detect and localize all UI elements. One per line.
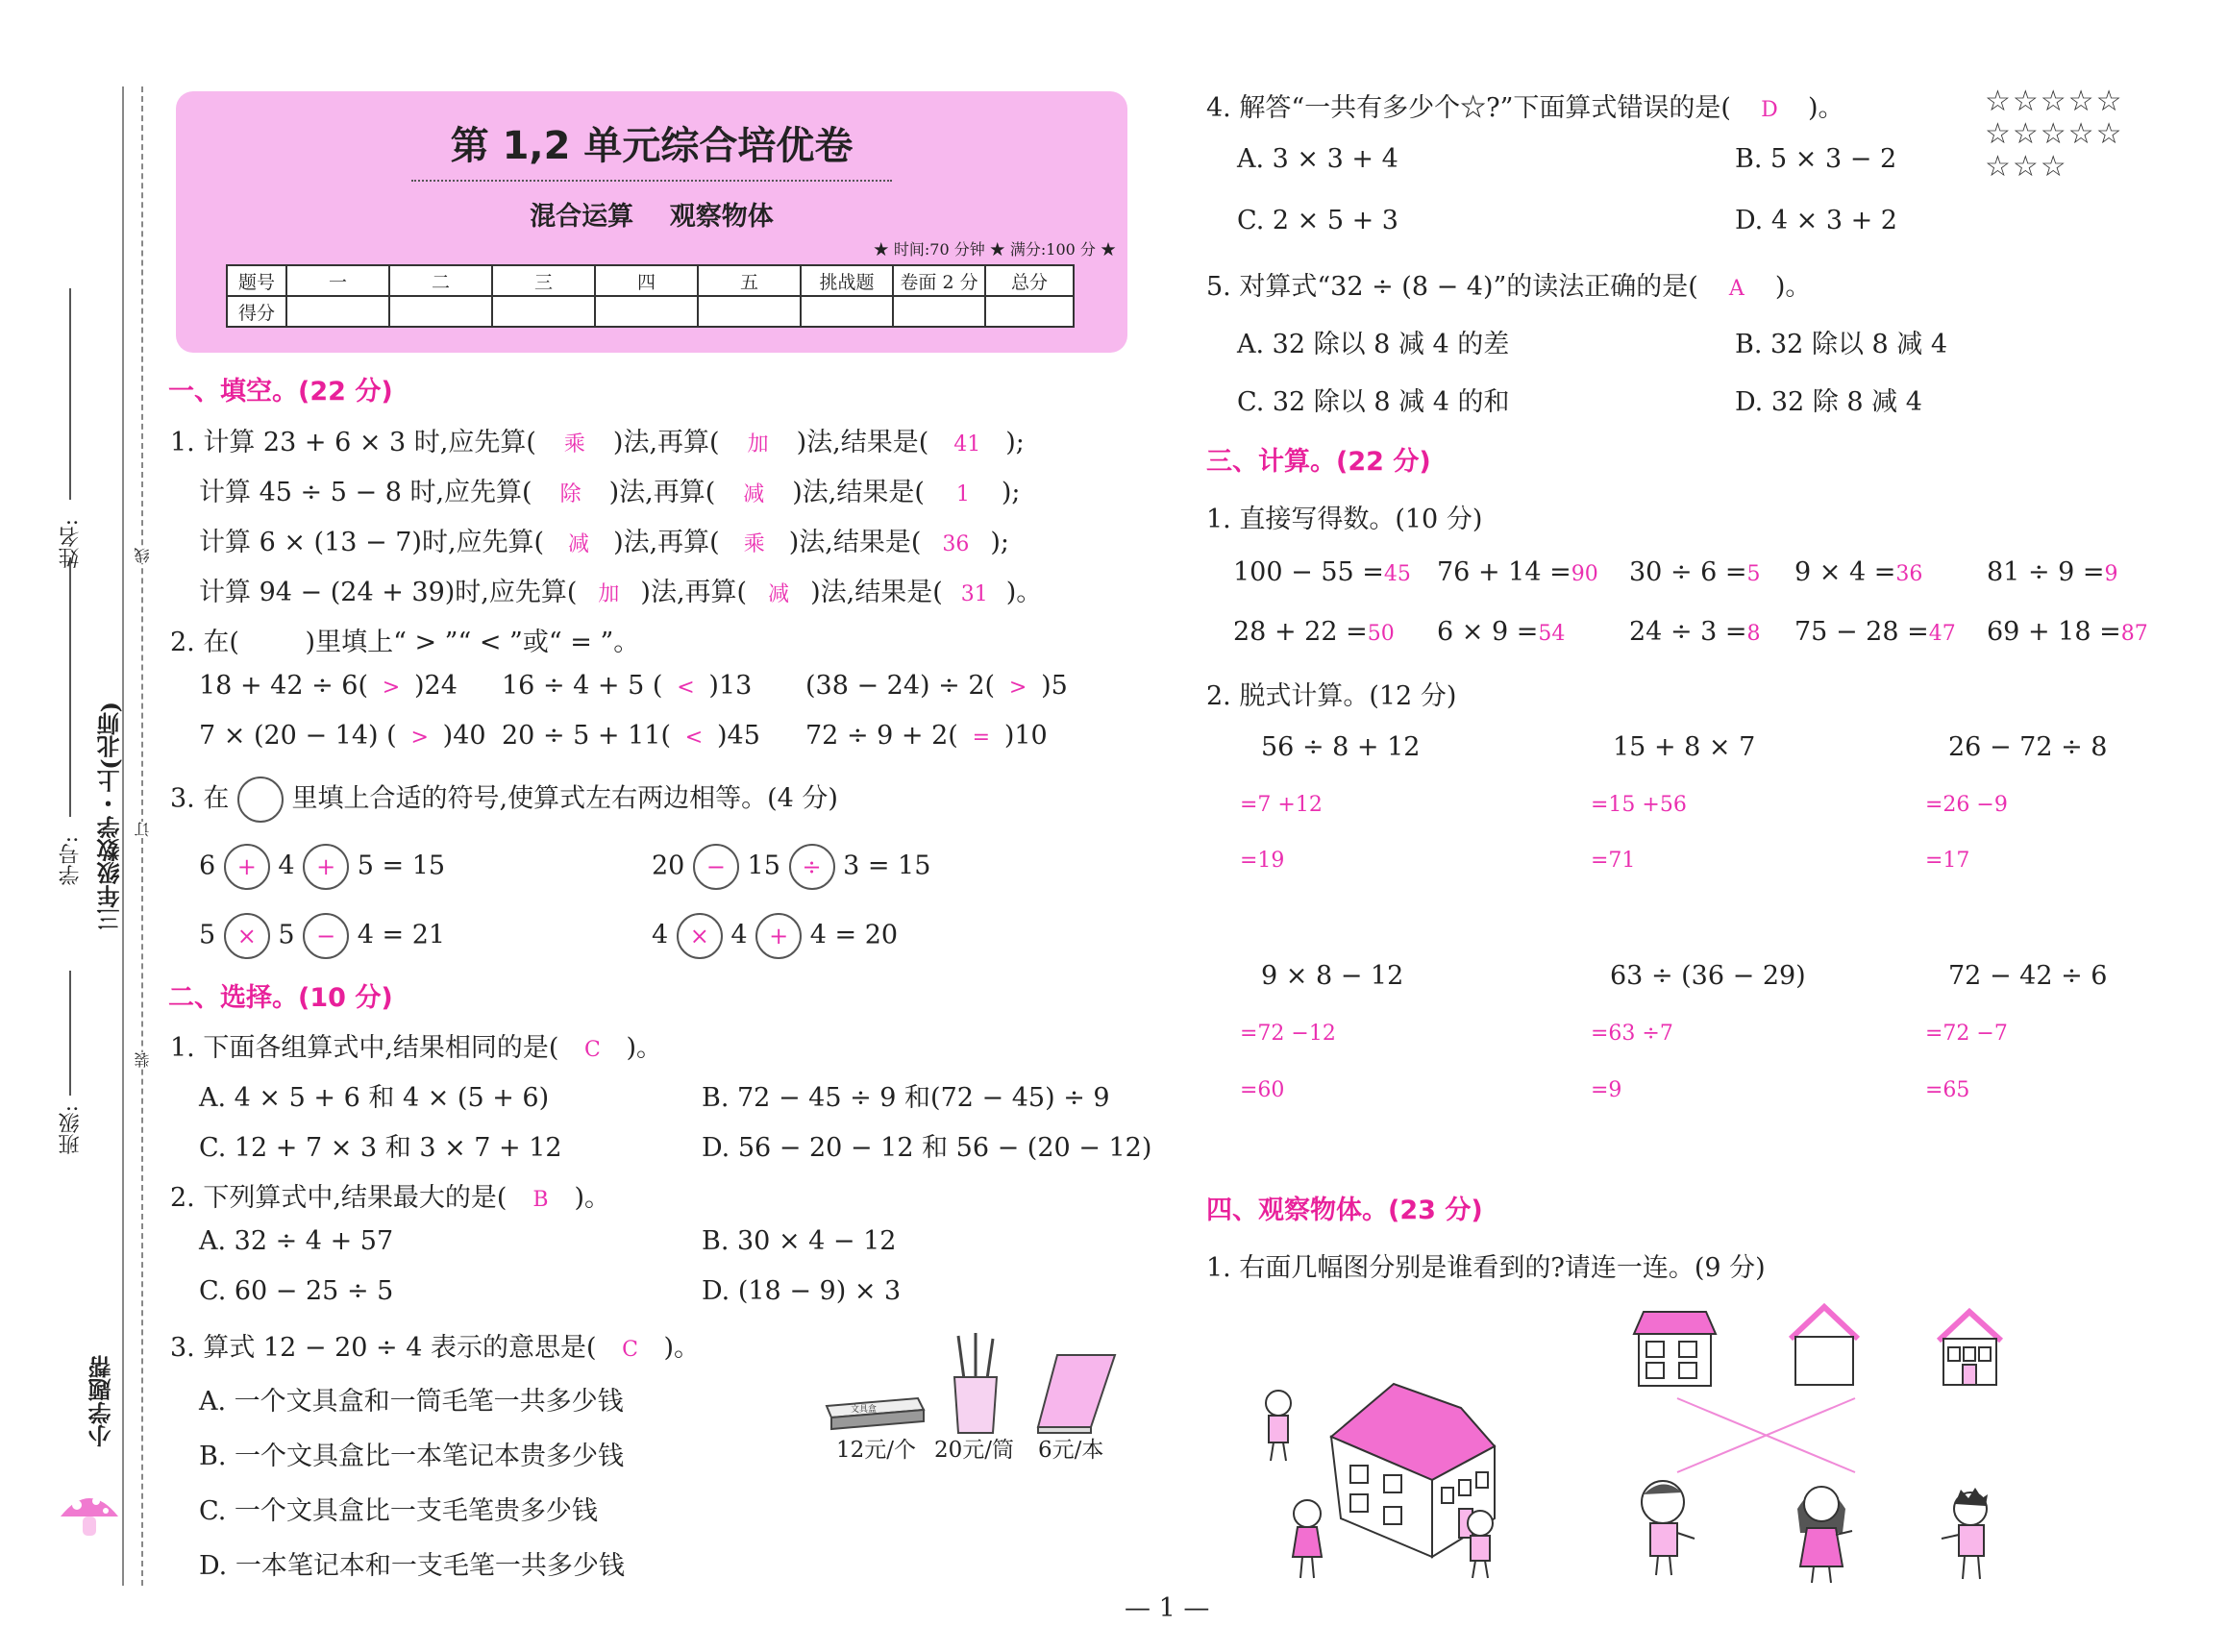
house-view-front-icon <box>1629 1307 1720 1389</box>
class-blank <box>69 971 71 1096</box>
page-title: 第 1,2 单元综合培优卷 <box>450 124 854 168</box>
score-cell: 总分 <box>985 265 1074 296</box>
q-text: )法,结果是( <box>792 478 925 507</box>
step-calc-expr: 63 ÷ (36 − 29) <box>1610 961 1806 991</box>
q-text: 1. 下面各组算式中,结果相同的是( <box>170 1033 559 1063</box>
q-text: )。 <box>663 1333 701 1363</box>
q-text: 4 = 21 <box>357 920 446 950</box>
answer: 45 <box>1383 562 1411 586</box>
name-label: 姓名: <box>59 519 83 569</box>
q-text: 75 − 28 = <box>1794 617 1929 647</box>
operator-circle[interactable] <box>693 844 739 890</box>
q-text: 5 <box>199 920 216 950</box>
grade-label: 三年级数学・上(北师) <box>96 702 124 931</box>
q-text: 2. 下列算式中,结果最大的是( <box>170 1183 507 1213</box>
q-text: )40 <box>442 721 486 751</box>
option[interactable]: C. 一个文具盒比一支毛笔贵多少钱 <box>199 1496 598 1526</box>
answer: 31 <box>960 582 988 606</box>
q-text: 30 ÷ 6 = <box>1629 557 1747 587</box>
bind-mark-xian: 线 <box>134 548 152 563</box>
step-calc-step: =15 +56 <box>1591 793 1687 817</box>
answer: + <box>769 923 789 949</box>
answer: + <box>236 853 257 880</box>
s2-q2-stem <box>170 1176 610 1214</box>
q-text: ); <box>990 528 1010 557</box>
step-calc-step: =60 <box>1240 1078 1285 1102</box>
score-input[interactable] <box>698 296 801 327</box>
answer: 乘 <box>743 532 765 556</box>
answer: B <box>532 1188 549 1212</box>
step-calc-step: =72 −7 <box>1925 1022 2008 1046</box>
step-calc-step: =65 <box>1925 1078 1970 1102</box>
q-text: 计算 94 − (24 + 39)时,应先算( <box>199 578 578 607</box>
s1-q3-title <box>170 777 838 823</box>
section-1-heading: 一、填空。(22 分) <box>168 377 393 407</box>
s3-q1-title: 1. 直接写得数。(10 分) <box>1206 505 1483 534</box>
q-text: 20 <box>652 851 685 881</box>
q-text: )法,结果是( <box>810 578 943 607</box>
number-blank <box>69 557 71 817</box>
answer: 减 <box>768 582 790 606</box>
score-table <box>226 264 1075 328</box>
s1-q2-item <box>805 671 1068 701</box>
answer: 47 <box>1928 622 1956 646</box>
bind-mark-zhuang: 装 <box>134 1052 152 1068</box>
answer: 54 <box>1538 622 1566 646</box>
q-text: 3. 在 <box>170 783 230 814</box>
q-text: )13 <box>708 671 753 701</box>
option[interactable]: A. 4 × 5 + 6 和 4 × (5 + 6) <box>199 1083 550 1113</box>
s1-q1-line-3 <box>199 521 1009 558</box>
answer: 除 <box>559 482 581 506</box>
score-cell: 二 <box>389 265 492 296</box>
q-text: 4. 解答“一共有多少个☆?”下面算式错误的是( <box>1206 93 1731 123</box>
q-text: )法,结果是( <box>796 428 929 457</box>
score-cell: 四 <box>595 265 698 296</box>
answer: 36 <box>942 532 970 556</box>
score-input[interactable] <box>389 296 492 327</box>
answer: 9 <box>2104 562 2118 586</box>
brand-label: 小学题帮 <box>87 1355 115 1447</box>
q-text: 100 − 55 = <box>1233 557 1384 587</box>
option[interactable]: D. 一本笔记本和一支毛笔一共多少钱 <box>199 1551 625 1581</box>
oral-calc <box>1437 617 1565 647</box>
score-input[interactable] <box>286 296 389 327</box>
s4-q1-title: 1. 右面几幅图分别是谁看到的?请连一连。(9 分) <box>1206 1253 1766 1283</box>
section-4-heading: 四、观察物体。(23 分) <box>1206 1196 1483 1225</box>
step-calc-step: =72 −12 <box>1240 1022 1336 1046</box>
pencil-case-icon <box>822 1389 928 1437</box>
answer: < <box>677 676 695 700</box>
q-text: 计算 45 ÷ 5 − 8 时,应先算( <box>199 478 532 507</box>
s1-q2-item <box>199 671 458 701</box>
q-text: 76 + 14 = <box>1437 557 1571 587</box>
s2-q1-stem <box>170 1026 662 1064</box>
step-calc-step: =17 <box>1925 849 1970 873</box>
operator-circle[interactable] <box>303 913 349 959</box>
oral-calc <box>1987 557 2118 587</box>
step-calc-expr: 15 + 8 × 7 <box>1613 732 1756 762</box>
operator-circle[interactable] <box>677 913 723 959</box>
s3-q2-title: 2. 脱式计算。(12 分) <box>1206 681 1457 711</box>
option[interactable]: D. 56 − 20 − 12 和 56 − (20 − 12) <box>702 1133 1152 1163</box>
step-calc-step: =9 <box>1591 1078 1622 1102</box>
boy-a-figure <box>1629 1475 1706 1581</box>
girl-figure <box>1783 1475 1860 1586</box>
answer: − <box>316 923 336 949</box>
page-number: — 1 — <box>1125 1593 1210 1623</box>
price-label: 20元/筒 <box>934 1438 1015 1463</box>
score-cell: 得分 <box>227 296 286 327</box>
house-scene-illustration <box>1250 1365 1538 1586</box>
answer: − <box>705 853 726 880</box>
option[interactable]: C. 60 − 25 ÷ 5 <box>199 1276 394 1306</box>
step-calc-step: =7 +12 <box>1240 793 1323 817</box>
oral-calc <box>1794 617 1956 647</box>
q-text: )法,再算( <box>612 428 720 457</box>
step-calc-step: =63 ÷7 <box>1591 1022 1673 1046</box>
option[interactable]: B. 一个文具盒比一本笔记本贵多少钱 <box>199 1442 625 1471</box>
s1-q1-line-1 <box>170 421 1025 458</box>
score-input[interactable] <box>595 296 698 327</box>
answer: C <box>584 1038 601 1062</box>
q-text: )。 <box>574 1183 611 1213</box>
answer: × <box>689 923 709 949</box>
paper-header <box>176 91 1127 353</box>
q-text: 69 + 18 = <box>1987 617 2121 647</box>
section-2-heading: 二、选择。(10 分) <box>168 983 393 1013</box>
score-table-header-row <box>227 265 1074 296</box>
q-text: )。 <box>1005 578 1043 607</box>
s2-q3-stem <box>170 1326 700 1364</box>
q-text: 4 <box>730 920 748 950</box>
q-text: )。 <box>626 1033 663 1063</box>
score-cell: 三 <box>492 265 595 296</box>
oral-calc <box>1629 617 1761 647</box>
answer: 加 <box>598 582 620 606</box>
s1-q3-item <box>652 913 898 959</box>
q-text: 5. 对算式“32 ÷ (8 − 4)”的读法正确的是( <box>1206 272 1698 302</box>
s1-q2-title: 2. 在( )里填上“ > ”“ < ”或“ = ”。 <box>170 628 640 657</box>
score-cell: 题号 <box>227 265 286 296</box>
step-calc-step: =19 <box>1240 849 1285 873</box>
q-text: 里填上合适的符号,使算式左右两边相等。(4 分) <box>291 783 838 814</box>
q-text: 6 × 9 = <box>1437 617 1539 647</box>
page-subtitle: 混合运算 观察物体 <box>530 202 774 232</box>
operator-circle[interactable] <box>224 844 270 890</box>
answer: 50 <box>1367 622 1395 646</box>
s1-q1-line-4 <box>199 571 1042 608</box>
s1-q3-item <box>199 913 445 959</box>
s2-q4-stem <box>1206 86 1844 124</box>
step-calc-step: =71 <box>1591 849 1636 873</box>
q-text: )。 <box>1774 272 1812 302</box>
step-calc-expr: 26 − 72 ÷ 8 <box>1948 732 2108 762</box>
answer: 乘 <box>563 432 585 456</box>
answer: A <box>1728 277 1744 301</box>
matching-lines <box>1663 1393 1865 1480</box>
q-text: 3 = 15 <box>843 851 931 881</box>
oral-calc <box>1794 557 1922 587</box>
q-text: 16 ÷ 4 + 5 ( <box>502 671 663 701</box>
name-blank <box>69 288 71 500</box>
oral-calc <box>1233 617 1395 647</box>
score-table-score-row <box>227 296 1074 327</box>
q-text: )。 <box>1807 93 1844 123</box>
option[interactable]: B. 72 − 45 ÷ 9 和(72 − 45) ÷ 9 <box>702 1083 1110 1113</box>
step-calc-expr: 56 ÷ 8 + 12 <box>1261 732 1421 762</box>
q-text: (38 − 24) ÷ 2( <box>805 671 996 701</box>
q-text: ); <box>1005 428 1025 457</box>
answer: 1 <box>955 482 970 506</box>
step-calc-expr: 9 × 8 − 12 <box>1261 961 1404 991</box>
step-calc-expr: 72 − 42 ÷ 6 <box>1948 961 2108 991</box>
s1-q3-item <box>652 844 930 890</box>
score-input[interactable] <box>893 296 985 327</box>
s1-q2-item <box>502 671 752 701</box>
q-text: 9 × 4 = <box>1794 557 1896 587</box>
operator-circle[interactable] <box>303 844 349 890</box>
q-text: )法,再算( <box>613 528 720 557</box>
q-text: 28 + 22 = <box>1233 617 1368 647</box>
option[interactable]: A. 3 × 3 + 4 <box>1237 144 1398 174</box>
answer: 加 <box>747 432 769 456</box>
s1-q1-line-2 <box>199 471 1021 508</box>
option[interactable]: C. 32 除以 8 减 4 的和 <box>1237 387 1510 417</box>
q-text: 24 ÷ 3 = <box>1629 617 1747 647</box>
mushroom-logo <box>56 1480 123 1547</box>
s1-q2-item <box>502 721 760 751</box>
q-text: 20 ÷ 5 + 11( <box>502 721 672 751</box>
option[interactable]: B. 32 除以 8 减 4 <box>1735 330 1948 359</box>
answer: D <box>1761 98 1778 122</box>
answer: < <box>684 726 704 750</box>
q-text: 4 = 20 <box>809 920 899 950</box>
q-text: 15 <box>747 851 780 881</box>
q-text: 5 = 15 <box>357 851 446 881</box>
score-cell: 五 <box>698 265 801 296</box>
answer: = <box>972 726 991 750</box>
option[interactable]: D. (18 − 9) × 3 <box>702 1276 902 1306</box>
oral-calc <box>1629 557 1761 587</box>
option[interactable]: D. 32 除 8 减 4 <box>1735 387 1922 417</box>
title-divider <box>411 180 892 182</box>
pencil-case-label: 文具盒 <box>851 1405 878 1415</box>
score-input[interactable] <box>985 296 1074 327</box>
stars-row: ☆☆☆ <box>1985 150 2068 184</box>
q-text: 计算 6 × (13 − 7)时,应先算( <box>199 528 545 557</box>
s1-q3-item <box>199 844 445 890</box>
boy-b-figure <box>1932 1485 2004 1586</box>
stars-row: ☆☆☆☆☆ <box>1985 117 2124 151</box>
s2-q5-stem <box>1206 265 1811 303</box>
oral-calc <box>1233 557 1411 587</box>
option[interactable]: C. 2 × 5 + 3 <box>1237 206 1398 235</box>
q-text: 1. 计算 23 + 6 × 3 时,应先算( <box>170 428 536 457</box>
answer: ÷ <box>802 853 822 880</box>
score-cell: 挑战题 <box>801 265 893 296</box>
answer: 36 <box>1895 562 1923 586</box>
answer: > <box>410 726 429 750</box>
notebook-icon <box>1033 1350 1120 1437</box>
score-cell: 卷面 2 分 <box>893 265 985 296</box>
house-view-side-door-icon <box>1934 1307 2006 1389</box>
brush-pot-icon <box>947 1331 1004 1437</box>
answer: > <box>382 676 401 700</box>
q-text: 3. 算式 12 − 20 ÷ 4 表示的意思是( <box>170 1333 597 1363</box>
q-text: 7 × (20 − 14) ( <box>199 721 397 751</box>
score-input[interactable] <box>801 296 893 327</box>
oral-calc <box>1987 617 2148 647</box>
option[interactable]: D. 4 × 3 + 2 <box>1735 206 1897 235</box>
q-text: ); <box>1001 478 1021 507</box>
option[interactable]: A. 32 除以 8 减 4 的差 <box>1237 330 1510 359</box>
q-text: 5 <box>278 920 295 950</box>
answer: 减 <box>743 482 765 506</box>
q-text: 4 <box>652 920 669 950</box>
q-text: )法,再算( <box>608 478 716 507</box>
s1-q2-item <box>805 721 1048 751</box>
q-text: 18 + 42 ÷ 6( <box>199 671 369 701</box>
answer: 87 <box>2120 622 2148 646</box>
q-text: )45 <box>717 721 760 751</box>
operator-circle[interactable] <box>755 913 802 959</box>
exam-info: ★ 时间:70 分钟 ★ 满分:100 分 ★ <box>873 240 1116 259</box>
q-text: 81 ÷ 9 = <box>1987 557 2105 587</box>
score-cell: 一 <box>286 265 389 296</box>
answer: 41 <box>953 432 981 456</box>
operator-circle[interactable] <box>789 844 835 890</box>
q-text: )法,再算( <box>640 578 748 607</box>
s1-q2-item <box>199 721 486 751</box>
answer: C <box>622 1338 638 1362</box>
answer: 减 <box>568 532 590 556</box>
option[interactable]: A. 一个文具盒和一筒毛笔一共多少钱 <box>199 1387 624 1417</box>
answer: 8 <box>1746 622 1761 646</box>
stars-row: ☆☆☆☆☆ <box>1985 85 2124 118</box>
number-label: 学号: <box>59 836 83 886</box>
oral-calc <box>1437 557 1598 587</box>
q-text: )法,结果是( <box>788 528 922 557</box>
operator-circle[interactable] <box>224 913 270 959</box>
option[interactable]: A. 32 ÷ 4 + 57 <box>199 1226 394 1256</box>
circle-blank-icon <box>237 777 284 823</box>
bind-mark-ding: 订 <box>134 822 152 837</box>
step-calc-step: =26 −9 <box>1925 793 2008 817</box>
answer: > <box>1008 676 1027 700</box>
price-label: 6元/本 <box>1038 1438 1104 1463</box>
q-text: 72 ÷ 9 + 2( <box>805 721 958 751</box>
q-text: )10 <box>1003 721 1048 751</box>
q-text: 4 <box>278 851 295 881</box>
section-3-heading: 三、计算。(22 分) <box>1206 447 1431 477</box>
option[interactable]: C. 12 + 7 × 3 和 3 × 7 + 12 <box>199 1133 562 1163</box>
q-text: )24 <box>414 671 458 701</box>
answer: 90 <box>1571 562 1598 586</box>
answer: × <box>236 923 257 949</box>
option[interactable]: B. 5 × 3 − 2 <box>1735 144 1897 174</box>
answer: 5 <box>1746 562 1761 586</box>
q-text: )5 <box>1041 671 1068 701</box>
answer: + <box>316 853 336 880</box>
option[interactable]: B. 30 × 4 − 12 <box>702 1226 897 1256</box>
score-input[interactable] <box>492 296 595 327</box>
class-label: 班级: <box>59 1105 83 1155</box>
q-text: 6 <box>199 851 216 881</box>
price-label: 12元/个 <box>836 1438 917 1463</box>
house-view-side-plain-icon <box>1786 1302 1863 1389</box>
